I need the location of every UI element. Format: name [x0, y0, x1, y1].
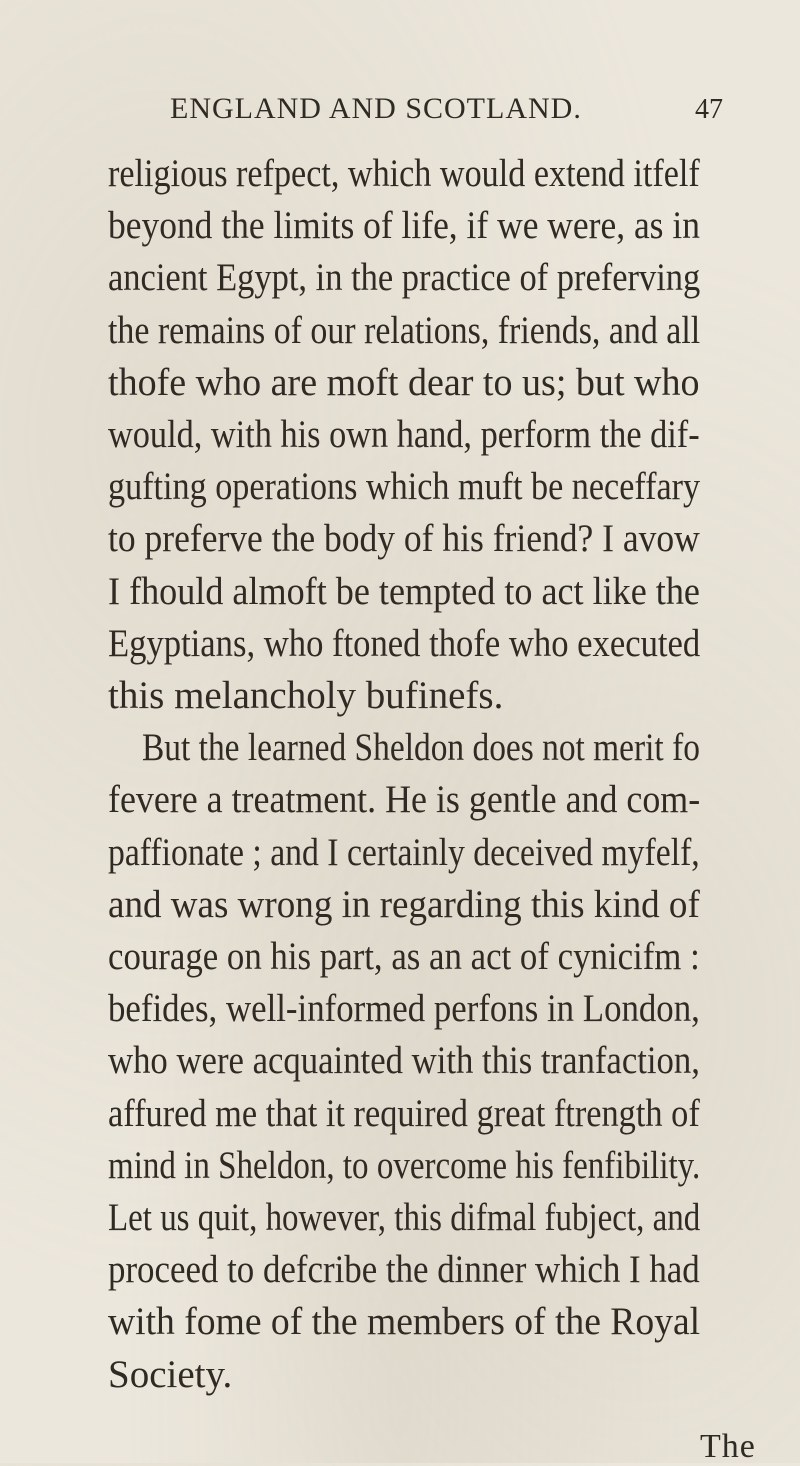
text-line: with fome of the members of the Royal: [108, 1300, 701, 1344]
text-line: would, with his own hand, perform the dif-: [108, 413, 700, 456]
text-line: Let us quit, however, this difmal fubject, and: [108, 1196, 701, 1239]
text-line: who were acquainted with this tranfaction,: [108, 1039, 700, 1083]
text-line: to preferve the body of his friend? I avow: [108, 517, 700, 561]
text-line: ancient Egypt, in the practice of preferving: [108, 256, 701, 300]
text-line: thofe who are moft dear to us; but who: [108, 360, 700, 404]
text-line: and was wrong in regarding this kind of: [108, 882, 700, 926]
text-line: befides, well-informed perfons in London,: [108, 987, 700, 1031]
text-line: affured me that it required great ftrength of: [108, 1091, 700, 1135]
text-line: this melancholy bufinefs.: [108, 674, 504, 717]
text-line: courage on his part, as an act of cynicifm :: [108, 935, 700, 978]
text-line: proceed to defcribe the dinner which I had: [108, 1248, 700, 1292]
text-line: Society.: [108, 1352, 233, 1396]
text-line: fevere a treatment. He is gentle and com-: [108, 778, 701, 822]
page-number: 47: [695, 94, 723, 125]
running-head-title: ENGLAND AND SCOTLAND.: [170, 92, 582, 125]
text-line: mind in Sheldon, to overcome his fenfibility.: [108, 1143, 701, 1187]
text-line: the remains of our relations, friends, and all: [108, 308, 701, 352]
running-head: [0, 92, 800, 132]
text-line: paffionate ; and I certainly deceived myfelf,: [108, 830, 700, 874]
text-line: beyond the limits of life, if we were, as in: [108, 204, 700, 248]
text-line: religious refpect, which would extend itfelf: [108, 152, 700, 195]
text-line: Egyptians, who ftoned thofe who executed: [108, 621, 701, 665]
text-line: I fhould almoft be tempted to act like the: [108, 569, 700, 613]
text-line: gufting operations which muft be neceffary: [108, 465, 701, 509]
text-line: But the learned Sheldon does not merit fo: [142, 726, 700, 770]
catchword: The: [700, 1427, 756, 1465]
